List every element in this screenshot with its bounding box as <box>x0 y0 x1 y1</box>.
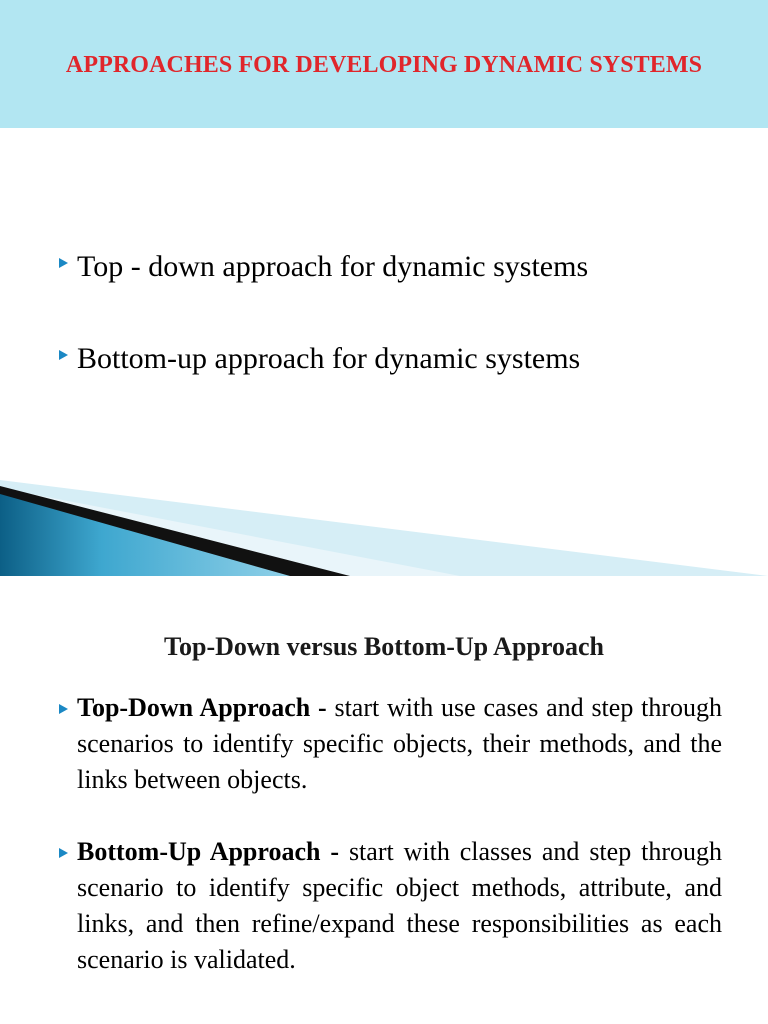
slide-2-bullet-list <box>56 690 722 1014</box>
bullet-text: start with use cases and step through scenarios to identify specific objects, their methods, and the links between objects. <box>77 693 722 794</box>
bullet-text: start with classes and step through scenario to identify specific object methods, attribute, and links, and then refine/expand these responsibilities as each scenario is validated. <box>77 837 722 974</box>
triangle-bullet-icon <box>59 848 68 858</box>
triangle-bullet-icon <box>59 704 68 714</box>
swoosh-decoration <box>0 480 768 576</box>
bullet-paragraph <box>77 690 722 798</box>
triangle-bullet-icon <box>59 350 68 360</box>
slide-1-bullet-list <box>56 248 746 432</box>
slide-2-title: Top-Down versus Bottom-Up Approach <box>164 632 604 661</box>
bullet-text: Bottom-up approach for dynamic systems <box>77 342 581 375</box>
bullet-term: Bottom-Up Approach - <box>77 837 340 866</box>
bullet-paragraph <box>77 834 722 978</box>
list-item <box>56 340 746 432</box>
slide-2 <box>0 576 768 1024</box>
list-item <box>56 248 746 340</box>
list-item <box>56 690 722 798</box>
list-item <box>56 834 722 978</box>
slide-1-title: APPROACHES FOR DEVELOPING DYNAMIC SYSTEMS <box>65 52 703 78</box>
bullet-term: Top-Down Approach - <box>77 693 327 722</box>
triangle-bullet-icon <box>59 258 68 268</box>
bullet-text: Top - down approach for dynamic systems <box>77 250 589 283</box>
